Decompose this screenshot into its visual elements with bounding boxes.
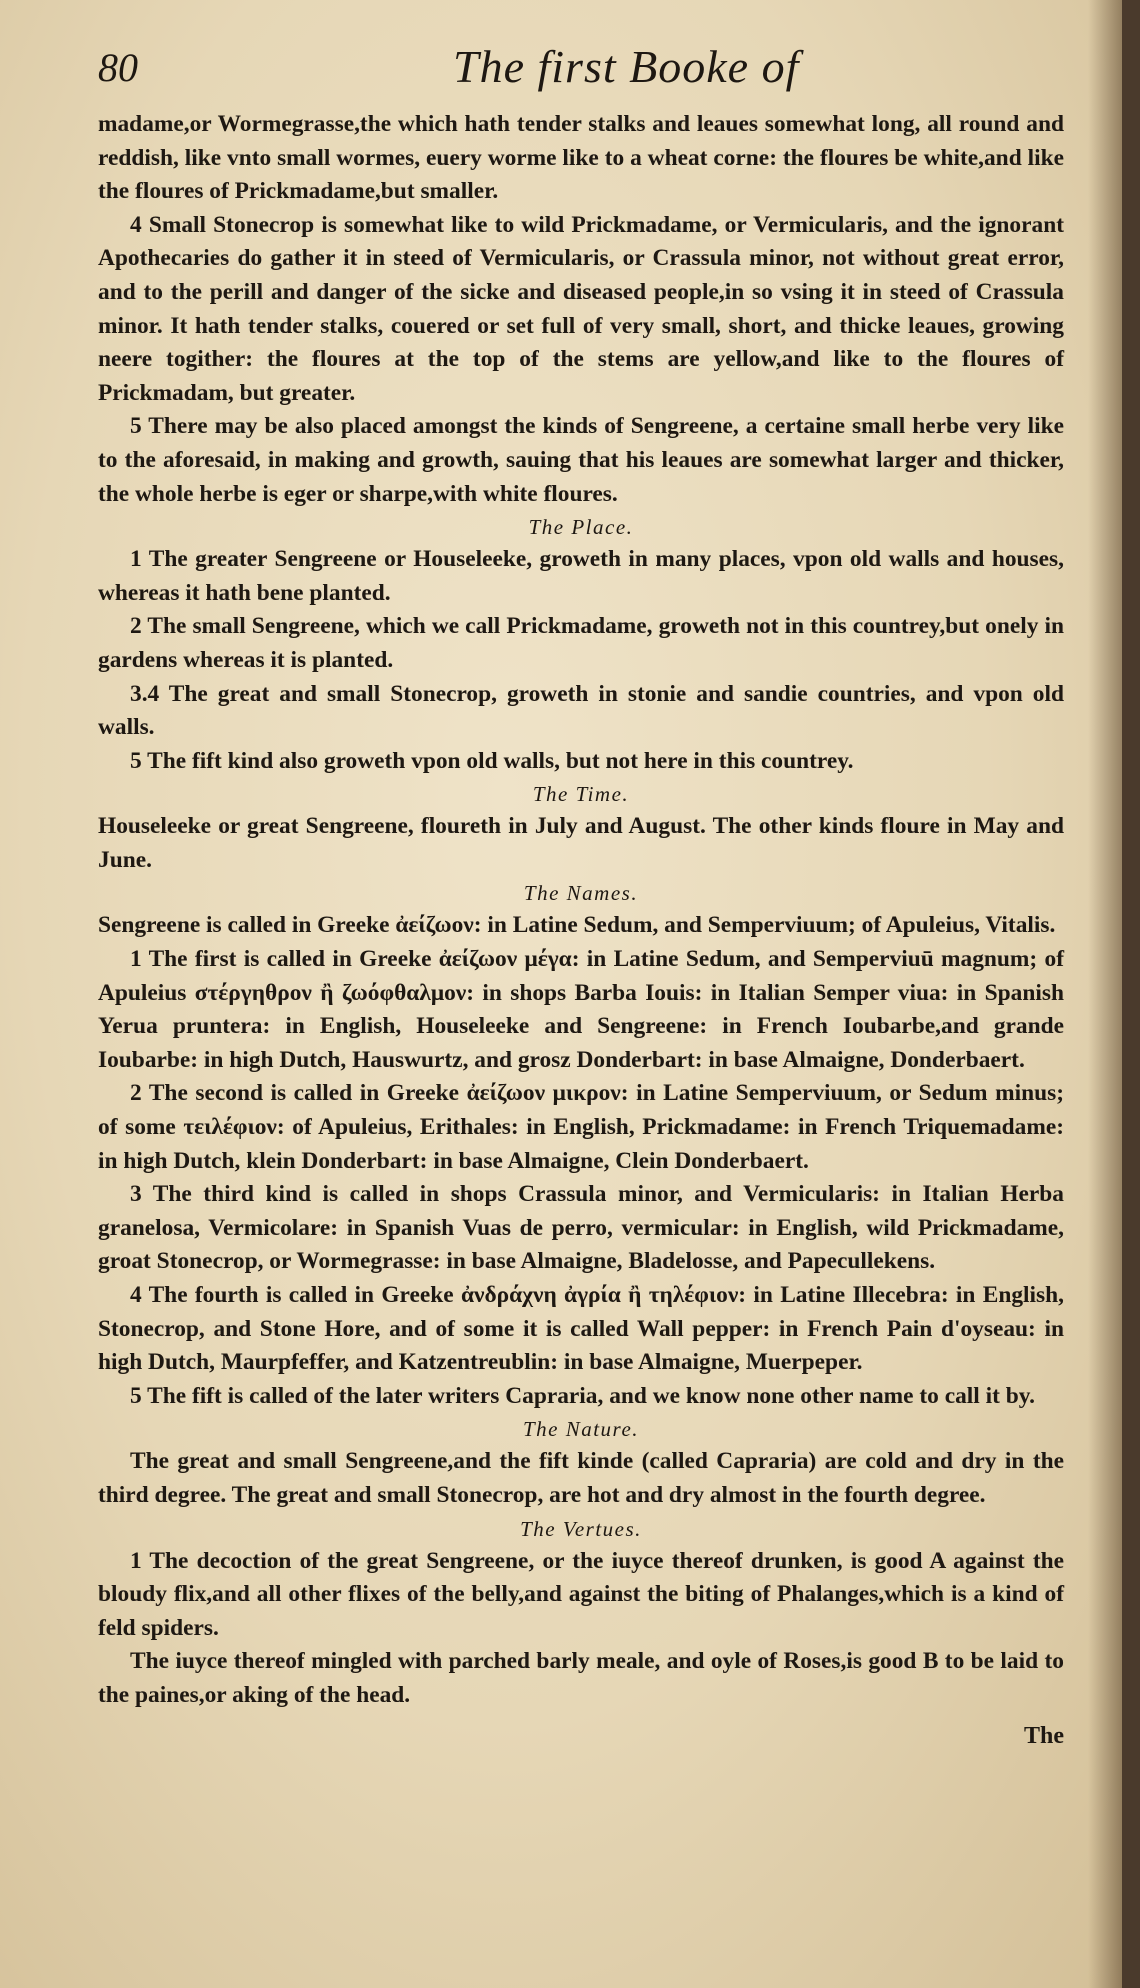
running-title: The first Booke of xyxy=(453,41,800,92)
place-item-2: 2 The small Sengreene, which we call Prickmadame, groweth not in this countrey,but onely in gardens whereas it is planted. xyxy=(98,613,1064,673)
names-item-3: 3 The third kind is called in shops Crassula minor, and Vermicularis: in Italian Herba granelosa, Vermicolare: in Spanish Vuas de perro, vermicular: in English, wild Prickmadame, groat Stonecrop, or Wormegrasse: in base Almaigne, Bladelosse, and Papecullekens. xyxy=(98,1181,1064,1275)
names-intro: Sengreene is called in Greeke ἀείζωον: in Latine Sedum, and Semperviuum; of Apuleius, Vitalis. xyxy=(98,912,1056,939)
catchword: The xyxy=(1023,1722,1064,1749)
names-item-4: 4 The fourth is called in Greeke ἀνδράχνη ἀγρία ἢ τηλέφιον: in Latine Illecebra: in English, Stonecrop, and Stone Hore, and of some it is called Wall pepper: in French Pain d'oyseau: in high Dutch, Maurpfeffer, and Katzentreublin: in base Almaigne, Muerpeper. xyxy=(98,1282,1064,1376)
place-item-5: 5 The fift kind also groweth vpon old walls, but not here in this countrey. xyxy=(130,747,854,774)
page-number: 80 xyxy=(98,45,138,90)
names-item-2: 2 The second is called in Greeke ἀείζωον μικρον: in Latine Semperviuum, or Sedum minus; of some τειλέφιον: of Apuleius, Erithales: in English, Prickmadame: in French Triquemadame: in high Dutch, klein Donderbart: in base Almaigne, Clein Donderbaert. xyxy=(98,1080,1064,1174)
page-body xyxy=(98,108,1064,1713)
names-item-5: 5 The fift is called of the later writers Capraria, and we know none other name to call it by. xyxy=(130,1382,1036,1409)
paragraph-wormegrasse: madame,or Wormegrasse,the which hath tender stalks and leaues somewhat long, all round and reddish, like vnto small wormes, euery worme like to a wheat corne: the floures be white,and like the floures of Prickmadame,but smaller. xyxy=(98,111,1064,205)
heading-the-names: The Names. xyxy=(523,881,639,906)
page-header xyxy=(98,40,1064,106)
time-paragraph: Houseleeke or great Sengreene, floureth in July and August. The other kinds floure in May and June. xyxy=(98,813,1064,873)
paragraph-fifth-kind: 5 There may be also placed amongst the kinds of Sengreene, a certaine small herbe very like to the aforesaid, in making and growth, sauing that his leaues are somewhat larger and thicker, the whole herbe is eger or sharpe,with white floures. xyxy=(98,413,1064,507)
heading-the-time: The Time. xyxy=(532,782,630,807)
vertues-item-2: The iuyce thereof mingled with parched barly meale, and oyle of Roses,is good B to be laid to the paines,or aking of the head. xyxy=(98,1648,1064,1708)
place-item-3-4: 3.4 The great and small Stonecrop, groweth in stonie and sandie countries, and vpon old walls. xyxy=(98,680,1064,741)
nature-paragraph: The great and small Sengreene,and the fift kinde (called Capraria) are cold and dry in the third degree. The great and small Stonecrop, are hot and dry almost in the fourth degree. xyxy=(98,1448,1064,1508)
heading-the-place: The Place. xyxy=(528,515,634,540)
heading-the-vertues: The Vertues. xyxy=(520,1516,642,1541)
place-item-1: 1 The greater Sengreene or Houseleeke, groweth in many places, vpon old walls and houses, whereas it hath bene planted. xyxy=(98,546,1064,606)
heading-the-nature: The Nature. xyxy=(522,1417,640,1442)
paragraph-small-stonecrop: 4 Small Stonecrop is somewhat like to wild Prickmadame, or Vermicularis, and the ignorant Apothecaries do gather it in steed of Vermicularis, or Crassula minor, not without great error, and to the perill and danger of the sicke and diseased people,in so vsing it in steed of Crassula minor. It hath tender stalks, couered or set full of very small, short, and thicke leaues, growing neere togither: the floures at the top of the stems are yellow,and like to the floures of Prickmadam, but greater. xyxy=(98,211,1064,406)
names-item-1: 1 The first is called in Greeke ἀείζωον μέγα: in Latine Sedum, and Semperviuū magnum; of Apuleius στέργηθρον ἢ ζωόφθαλμον: in shops Barba Iouis: in Italian Semper viua: in Spanish Yerua pruntera: in English, Houseleeke and Sengreene: in French Ioubarbe,and grande Ioubarbe: in high Dutch, Hauswurtz, and grosz Donderbart: in base Almaigne, Donderbaert. xyxy=(98,946,1064,1073)
vertues-item-1: 1 The decoction of the great Sengreene, or the iuyce thereof drunken, is good A against the bloudy flix,and all other flixes of the belly,and against the biting of Phalanges,which is a kind of feld spiders. xyxy=(98,1547,1064,1641)
